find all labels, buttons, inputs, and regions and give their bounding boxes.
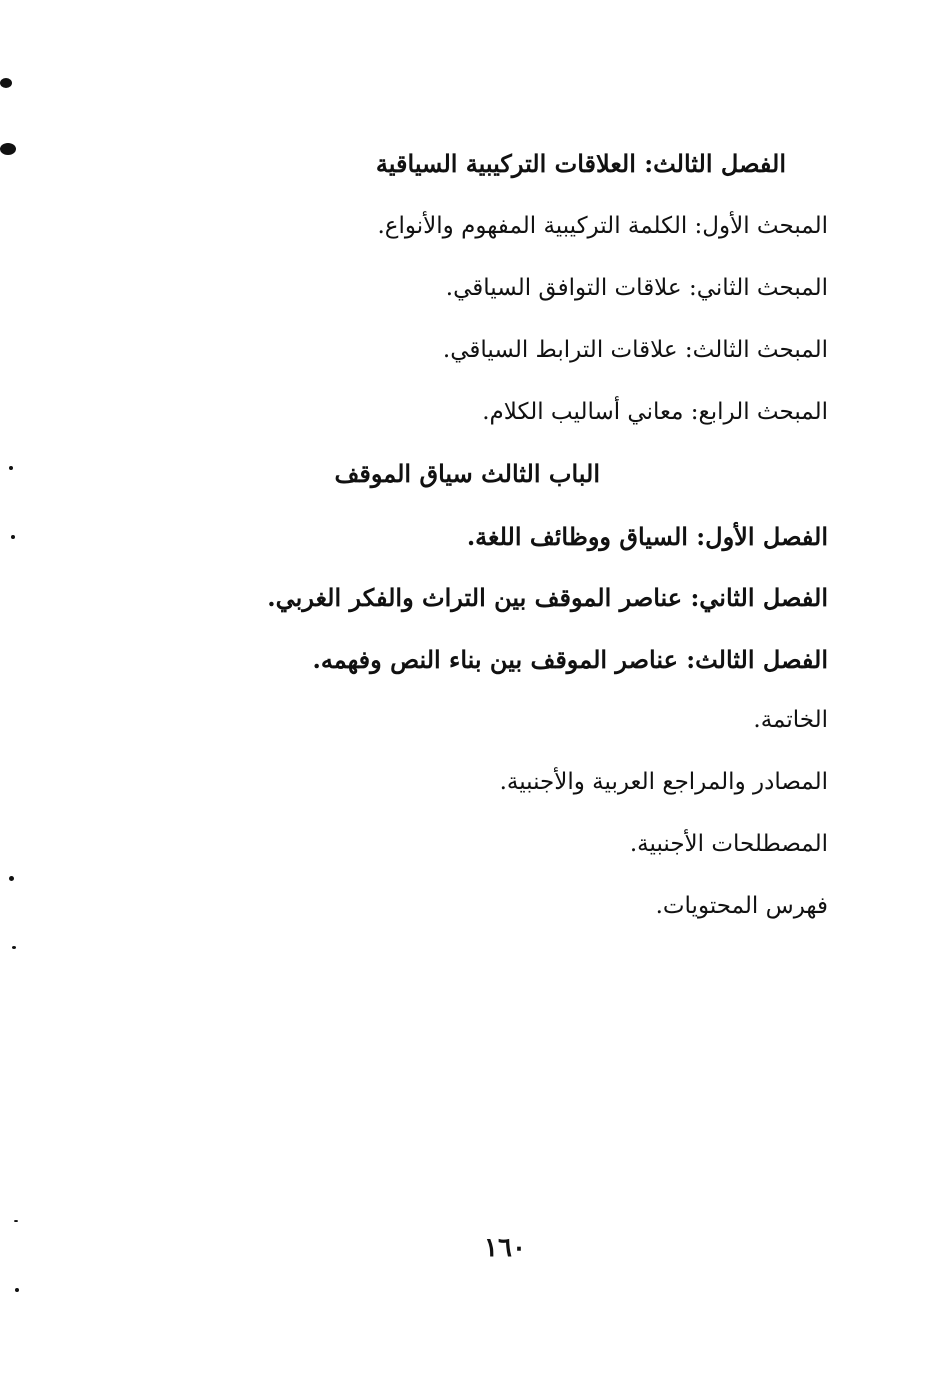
scan-speck xyxy=(9,876,14,881)
scan-speck xyxy=(12,946,16,949)
toc-chapter-heading: الفصل الثاني: عناصر الموقف بين التراث والفكر الغربي. xyxy=(267,583,828,612)
scan-speck xyxy=(15,1288,19,1292)
toc-entry-conclusion: الخاتمة. xyxy=(753,707,828,733)
toc-section-entry: المبحث الثاني: علاقات التوافق السياقي. xyxy=(445,275,828,301)
scan-speck xyxy=(9,466,13,470)
toc-chapter-heading: الفصل الثالث: العلاقات التركيبية السياقية xyxy=(375,149,786,178)
toc-entry-references: المصادر والمراجع العربية والأجنبية. xyxy=(499,769,828,795)
scan-speck xyxy=(0,143,16,155)
scan-speck xyxy=(11,535,15,539)
toc-section-entry: المبحث الثالث: علاقات الترابط السياقي. xyxy=(442,337,828,363)
scan-speck xyxy=(14,1220,18,1222)
page-number: ١٦٠ xyxy=(484,1233,526,1263)
toc-entry-contents: فهرس المحتويات. xyxy=(655,893,828,919)
toc-chapter-heading: الفصل الأول: السياق ووظائف اللغة. xyxy=(466,522,828,551)
toc-chapter-heading: الفصل الثالث: عناصر الموقف بين بناء النص وفهمه. xyxy=(312,645,828,674)
toc-section-entry: المبحث الرابع: معاني أساليب الكلام. xyxy=(482,399,828,425)
scan-speck xyxy=(0,78,12,88)
toc-section-entry: المبحث الأول: الكلمة التركيبية المفهوم والأنواع. xyxy=(377,213,828,239)
toc-entry-glossary: المصطلحات الأجنبية. xyxy=(629,831,828,857)
toc-part-heading: الباب الثالث سياق الموقف xyxy=(334,459,600,488)
